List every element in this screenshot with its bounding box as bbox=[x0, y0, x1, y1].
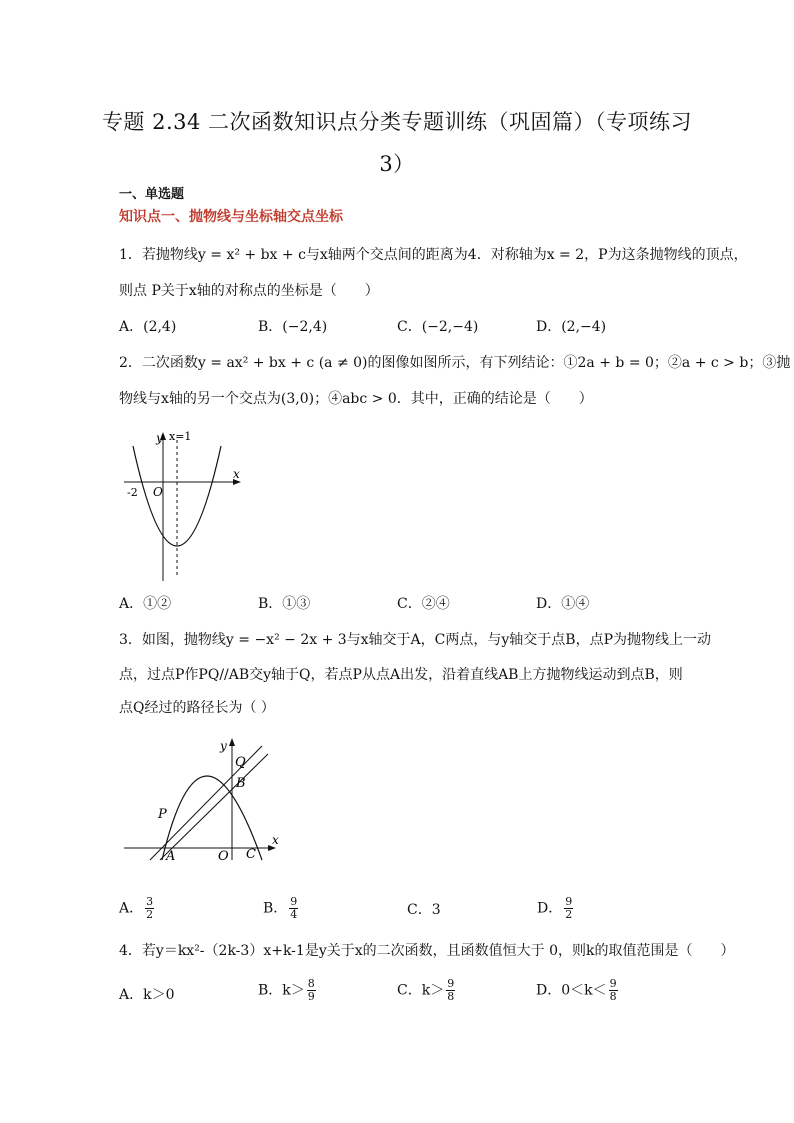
q3-y-label: y bbox=[220, 739, 227, 753]
q4-option-c: C．k＞ $\frac{9}{8}$ bbox=[397, 977, 455, 1003]
q2-axis-line-label: x=1 bbox=[169, 430, 192, 443]
q3-option-d: D． $\frac{9}{2}$ bbox=[537, 895, 573, 921]
q3-label-c: C bbox=[246, 847, 256, 862]
q3-option-a: A． $\frac{3}{2}$ bbox=[119, 895, 154, 921]
q3-label-p: P bbox=[158, 807, 167, 822]
q3-label-b: B bbox=[236, 776, 246, 791]
q3-x-label: x bbox=[272, 833, 279, 847]
q2-option-b: B．①③ bbox=[258, 596, 311, 612]
q2-option-a: A．①② bbox=[119, 596, 172, 612]
q4-option-c-fraction: $\frac{9}{8}$ bbox=[447, 977, 455, 1003]
q3-option-b-fraction: $\frac{9}{4}$ bbox=[290, 895, 298, 921]
q4-option-b: B．k＞ $\frac{8}{9}$ bbox=[258, 977, 315, 1003]
q1-option-a: A．(2,4) bbox=[119, 319, 177, 335]
q2-origin-label: O bbox=[153, 485, 163, 499]
q3-line-pq bbox=[160, 754, 268, 860]
q2-text-line1: 2．二次函数y = ax² + bx + c (a ≠ 0)的图像如图所示，有下列结论：①2a + b = 0；②a + c > b；③抛 bbox=[119, 355, 791, 371]
q3-option-c: C．3 bbox=[407, 902, 441, 918]
q1-text-line1: 1．若抛物线y = x² + bx + c与x轴两个交点间的距离为4．对称轴为x = 2，P为这条抛物线的顶点， bbox=[119, 247, 748, 263]
q3-label-a: A bbox=[166, 849, 176, 864]
q1-text-line2: 则点 P关于x轴的对称点的坐标是（ ） bbox=[119, 283, 379, 299]
q4-option-a: A．k＞0 bbox=[119, 987, 175, 1003]
q3-text-line1: 3．如图，抛物线y = −x² − 2x + 3与x轴交于A，C两点，与y轴交于点B，点P为抛物线上一动 bbox=[119, 632, 711, 648]
q4-option-d-fraction: $\frac{9}{8}$ bbox=[609, 977, 617, 1003]
q3-label-o: O bbox=[218, 849, 229, 864]
q2-y-label: y bbox=[156, 431, 163, 445]
q3-label-q: Q bbox=[235, 755, 246, 770]
q2-x-label: x bbox=[233, 467, 240, 481]
q3-option-d-fraction: $\frac{9}{2}$ bbox=[565, 895, 573, 921]
q3-text-line2: 点，过点P作PQ//AB交y轴于Q，若点P从点A出发，沿着直线AB上方抛物线运动到点B，则 bbox=[119, 667, 683, 683]
q2-option-c: C．②④ bbox=[397, 596, 450, 612]
q4-text-line1: 4．若y＝kx²-（2k-3）x+k-1是y关于x的二次函数，且函数值恒大于 0，则k的取值范围是（ ） bbox=[119, 943, 735, 959]
q3-option-a-fraction: $\frac{3}{2}$ bbox=[146, 895, 154, 921]
q2-figure bbox=[119, 426, 249, 586]
q3-y-arrow bbox=[229, 738, 235, 746]
q3-text-line3: 点Q经过的路径长为（ ） bbox=[119, 700, 275, 716]
q1-option-d: D．(2,−4) bbox=[536, 319, 607, 335]
section-heading: 一、单选题 bbox=[119, 187, 185, 202]
q1-option-b: B．(−2,4) bbox=[258, 319, 328, 335]
q2-option-d: D．①④ bbox=[536, 596, 590, 612]
q2-tick-label: -2 bbox=[127, 486, 138, 499]
q3-option-b: B． $\frac{9}{4}$ bbox=[263, 895, 298, 921]
q4-option-d: D．0＜k＜ $\frac{9}{8}$ bbox=[536, 977, 617, 1003]
page-title-cont: 3） bbox=[379, 152, 415, 176]
knowledge-point-heading: 知识点一、抛物线与坐标轴交点坐标 bbox=[119, 209, 343, 225]
q3-figure bbox=[122, 732, 282, 867]
q2-text-line2: 物线与x轴的另一个交点为(3,0)；④abc > 0．其中，正确的结论是（ ） bbox=[119, 391, 593, 407]
q4-option-b-fraction: $\frac{8}{9}$ bbox=[307, 977, 315, 1003]
q1-option-c: C．(−2,−4) bbox=[397, 319, 479, 335]
page-title: 专题 2.34 二次函数知识点分类专题训练（巩固篇）（专项练习 bbox=[101, 110, 693, 134]
